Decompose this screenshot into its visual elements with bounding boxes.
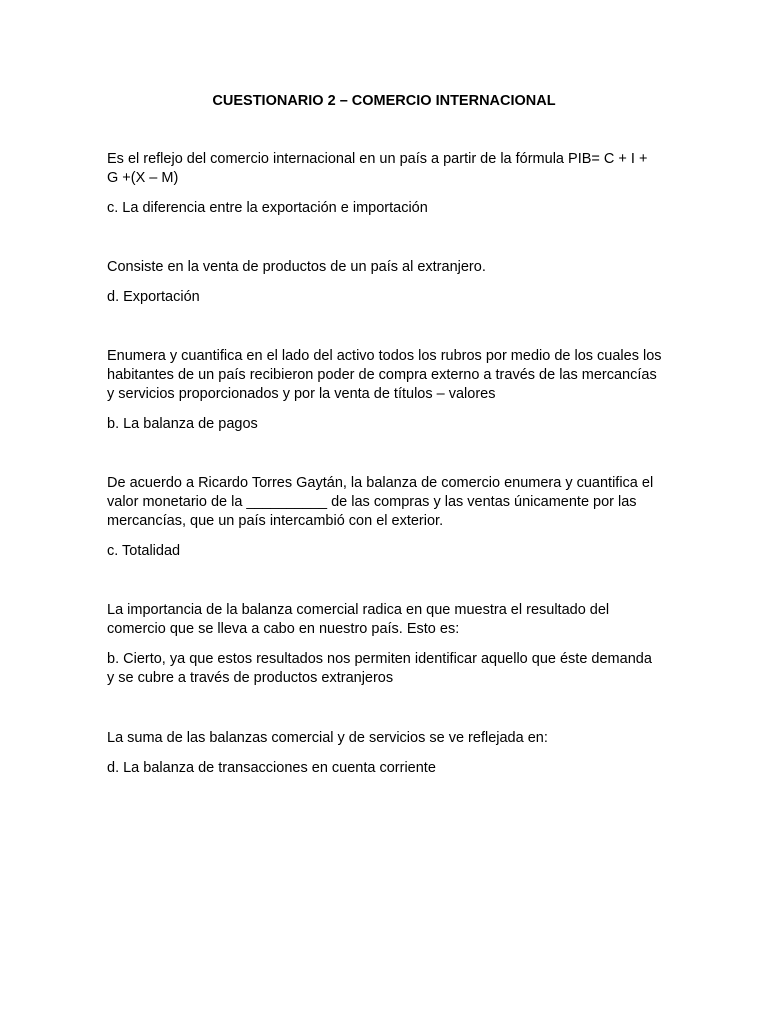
question-block-5 bbox=[107, 601, 662, 688]
answer-text: d. Exportación bbox=[107, 289, 200, 305]
page-title: CUESTIONARIO 2 – COMERCIO INTERNACIONAL bbox=[212, 93, 556, 109]
answer-text: b. Cierto, ya que estos resultados nos permiten identificar aquello que éste demanda y se cubre a través de productos extranjeros bbox=[107, 651, 652, 686]
answer-text: d. La balanza de transacciones en cuenta corriente bbox=[107, 760, 436, 776]
question-text: Enumera y cuantifica en el lado del activo todos los rubros por medio de los cuales los habitantes de un país recibieron poder de compra externo a través de las mercancías y servicios proporcionados y por la venta de títulos – valores bbox=[107, 348, 662, 402]
question-text: Es el reflejo del comercio internacional en un país a partir de la fórmula PIB= C + I + G +(X – M) bbox=[107, 151, 648, 186]
question-block-1 bbox=[107, 150, 662, 218]
question-block-2 bbox=[107, 258, 662, 307]
answer-text: c. Totalidad bbox=[107, 543, 181, 559]
question-text: De acuerdo a Ricardo Torres Gaytán, la balanza de comercio enumera y cuantifica el valor monetario de la __________ de las compras y las ventas únicamente por las mercancías, que un país intercambió con el exterior. bbox=[107, 475, 654, 529]
question-block-3 bbox=[107, 347, 662, 434]
answer-text: b. La balanza de pagos bbox=[107, 416, 258, 432]
question-text: La suma de las balanzas comercial y de servicios se ve reflejada en: bbox=[107, 730, 548, 746]
answer-text: c. La diferencia entre la exportación e importación bbox=[107, 200, 428, 216]
question-block-4 bbox=[107, 474, 662, 561]
question-text: La importancia de la balanza comercial radica en que muestra el resultado del comercio que se lleva a cabo en nuestro país. Esto es: bbox=[107, 602, 610, 637]
question-text: Consiste en la venta de productos de un país al extranjero. bbox=[107, 259, 486, 275]
question-block-6 bbox=[107, 729, 662, 778]
